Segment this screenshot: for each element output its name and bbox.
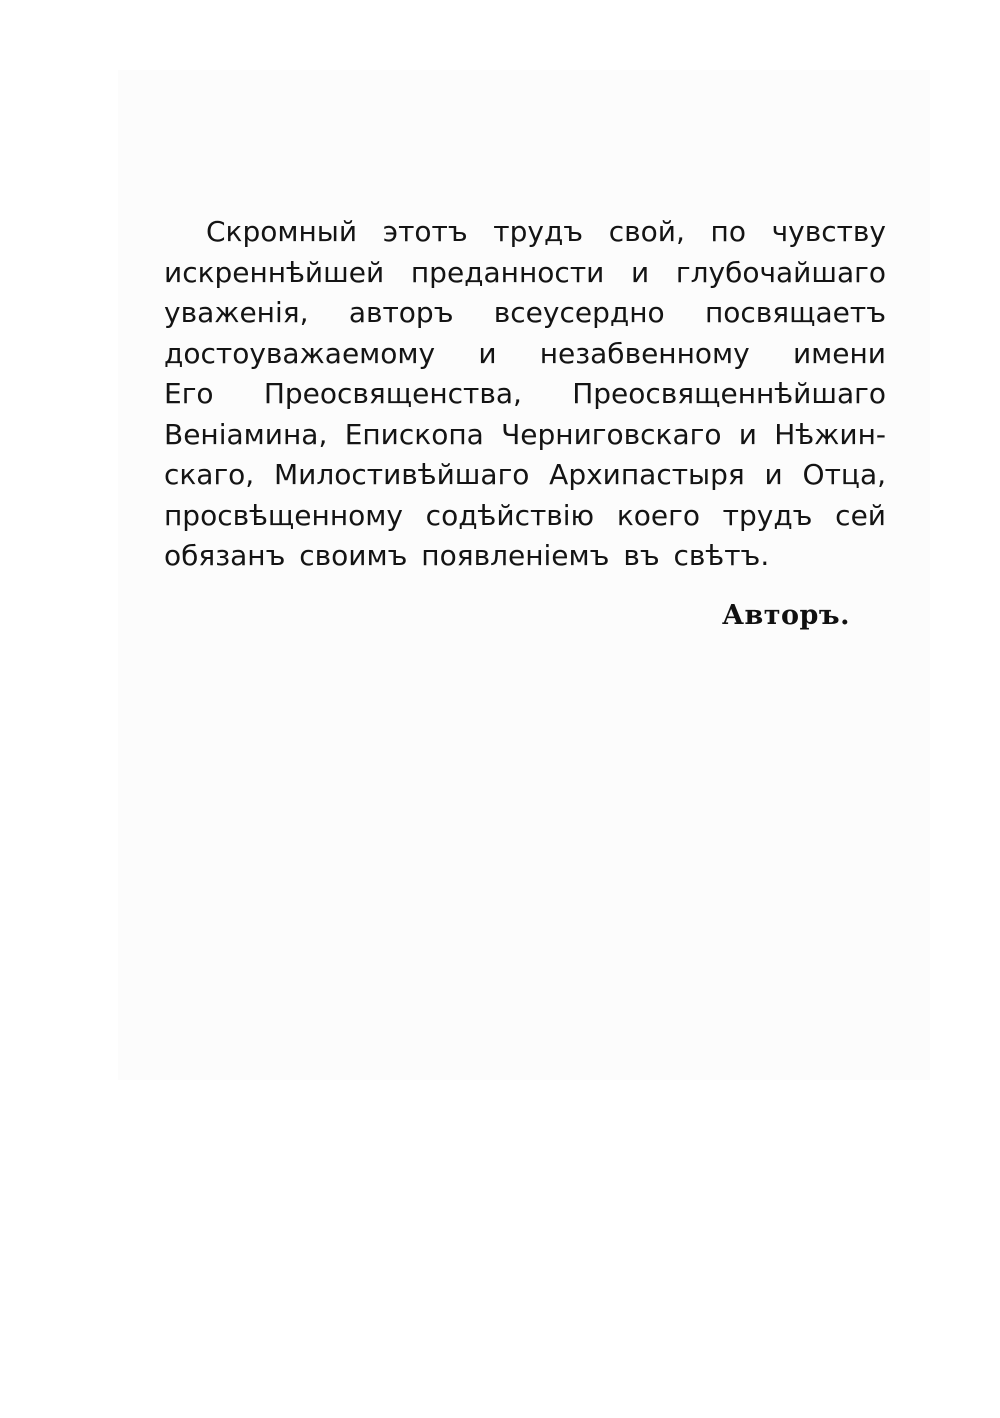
dedication-line: Веніамина, Епископа Черниговскаго и Нѣжин- (164, 417, 886, 451)
dedication-line: обязанъ своимъ появленіемъ въ свѣтъ. (164, 539, 770, 572)
dedication-line: Его Преосвященства, Преосвященнѣйшаго (164, 377, 886, 410)
dedication-line: искреннѣйшей преданности и глубочайшаго (164, 255, 886, 289)
dedication-paragraph (164, 212, 886, 577)
dedication-line: Скромный этотъ трудъ свой, по чувству (206, 215, 886, 248)
dedication-line: уваженія, авторъ всеусердно посвящаетъ (164, 296, 886, 329)
dedication-line: просвѣщенному содѣйствію коего трудъ сей (164, 498, 886, 532)
dedication-line: достоуважаемому и незабвенному имени (164, 336, 886, 370)
author-signature: Авторъ. (722, 600, 850, 631)
dedication-line: скаго, Милостивѣйшаго Архипастыря и Отца, (164, 458, 886, 491)
